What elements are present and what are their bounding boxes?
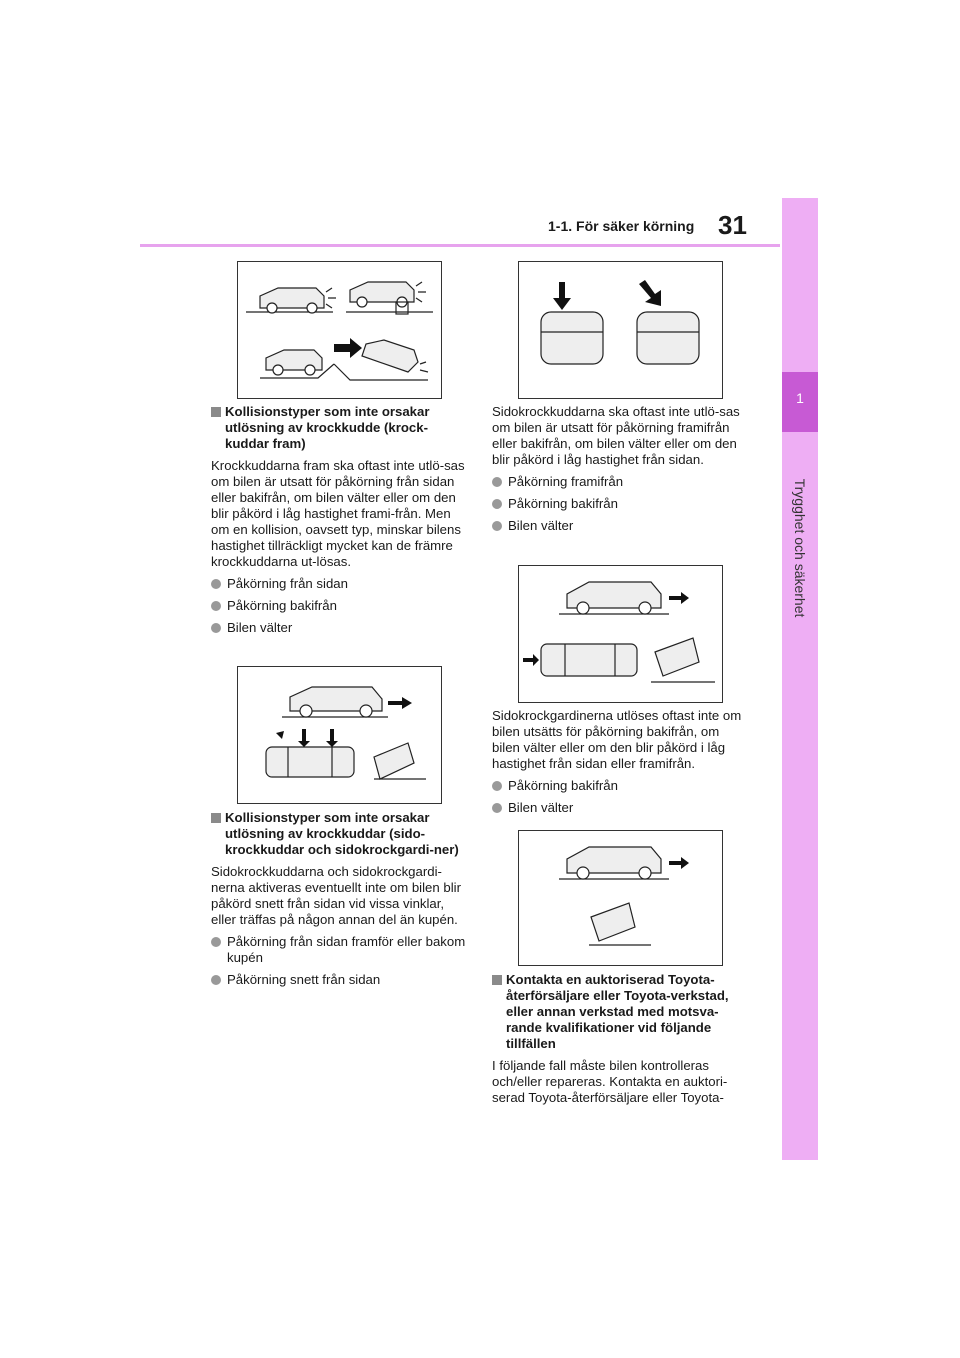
- list-item: Påkörning snett från sidan: [211, 972, 469, 988]
- chapter-title: Trygghet och säkerhet: [792, 478, 808, 618]
- heading-side-airbags: Kollisionstyper som inte orsakar utlösning av krockkuddar (sido-krockkuddar och sidokrockgardi-ner): [211, 810, 469, 858]
- bullet-icon: [211, 937, 221, 947]
- page-number: 31: [718, 210, 747, 240]
- left-column-lower: [211, 810, 469, 994]
- heading-contact-dealer: Kontakta en auktoriserad Toyota-återförsäljare eller Toyota-verkstad, eller annan verkstad med motsva-rande kvalifikationer vid följande tillfällen: [492, 972, 750, 1052]
- right-column: [492, 404, 750, 540]
- paragraph: Sidokrockgardinerna utlöses oftast inte om bilen utsätts för påkörning bakifrån, om bilen välter eller om den blir påkörd i låg hastighet från sidan eller framifrån.: [492, 708, 742, 771]
- list-item: Påkörning framifrån: [492, 474, 750, 490]
- list-item: Bilen välter: [211, 620, 469, 636]
- bullet-icon: [492, 499, 502, 509]
- heading-frontal-airbags: Kollisionstyper som inte orsakar utlösning av krockkudde (krock-kuddar fram): [211, 404, 469, 452]
- bullet-icon: [211, 623, 221, 633]
- heading-marker: [211, 813, 221, 823]
- paragraph: Sidokrockkuddarna och sidokrockgardi-nerna aktiveras eventuellt inte om bilen blir påkörd snett från sidan vid vissa vinklar, eller träffas på någon annan del än kupén.: [211, 864, 461, 927]
- section-title: 1-1. För säker körning: [548, 218, 695, 234]
- bullet-icon: [211, 579, 221, 589]
- list-item: Påkörning bakifrån: [492, 778, 750, 794]
- list-item: Påkörning från sidan: [211, 576, 469, 592]
- heading-marker: [492, 975, 502, 985]
- right-column-middle: [492, 708, 750, 822]
- illustration-frontal-collisions: [237, 261, 442, 399]
- heading-marker: [211, 407, 221, 417]
- paragraph: I följande fall måste bilen kontrolleras och/eller repareras. Kontakta en auktori-serad Toyota-återförsäljare eller Toyota-: [492, 1058, 728, 1105]
- illustration-rear-rollover: [518, 830, 723, 966]
- illustration-side-curtain: [518, 565, 723, 703]
- illustration-front-rear-collisions: [518, 261, 723, 399]
- bullet-icon: [211, 601, 221, 611]
- paragraph: Sidokrockkuddarna ska oftast inte utlö-sas om bilen är utsatt för påkörning framifrån eller bakifrån, om bilen välter eller om den blir påkörd i låg hastighet från sidan.: [492, 404, 740, 467]
- paragraph: Krockkuddarna fram ska oftast inte utlö-sas om bilen är utsatt för påkörning från sidan eller bakifrån, om bilen välter eller om den blir påkörd i låg hastighet frami-från. Men om en kollision, oavsett typ, minskar bilens hastighet tillräckligt mycket kan de främre krockkuddarna ut-lösas.: [211, 458, 465, 569]
- list-item: Påkörning bakifrån: [211, 598, 469, 614]
- header-rule: [140, 244, 780, 247]
- list-item: Påkörning bakifrån: [492, 496, 750, 512]
- right-column-lower: [492, 972, 750, 1112]
- list-item: Bilen välter: [492, 518, 750, 534]
- bullet-icon: [492, 781, 502, 791]
- bullet-icon: [492, 477, 502, 487]
- bullet-icon: [492, 521, 502, 531]
- bullet-icon: [211, 975, 221, 985]
- chapter-number: 1: [796, 390, 804, 406]
- illustration-side-collisions: [237, 666, 442, 804]
- list-item: Påkörning från sidan framför eller bakom kupén: [211, 934, 469, 966]
- side-tab: [782, 198, 818, 1160]
- list-item: Bilen välter: [492, 800, 750, 816]
- left-column: [211, 404, 469, 642]
- bullet-icon: [492, 803, 502, 813]
